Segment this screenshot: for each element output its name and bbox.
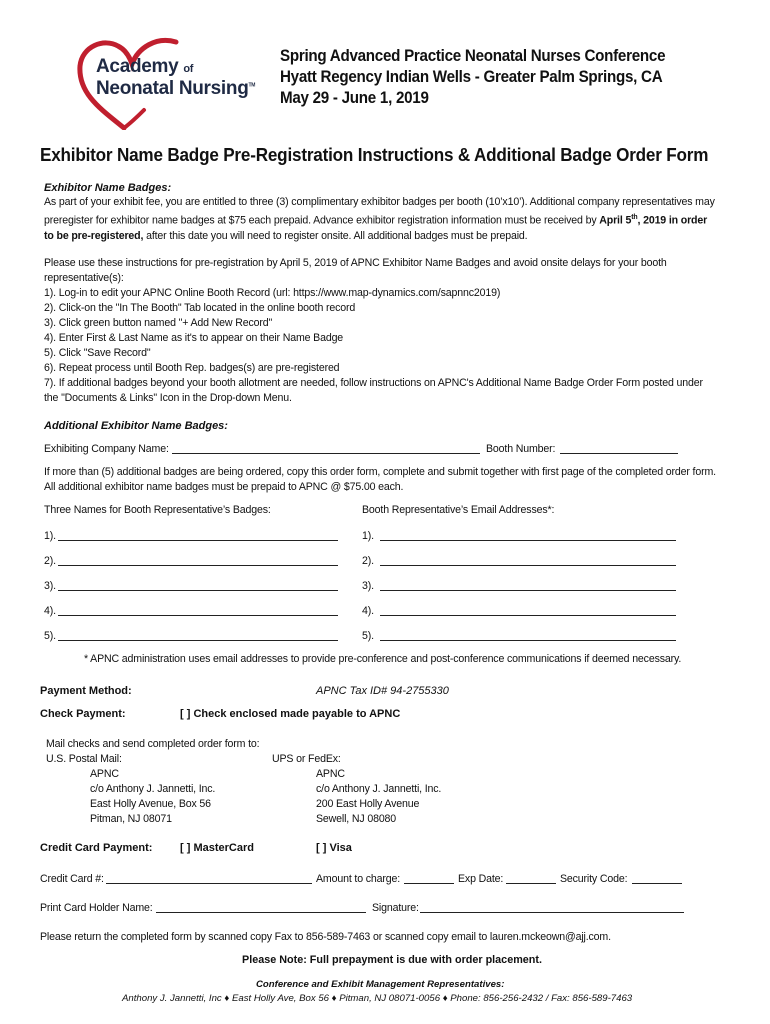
footer-contact: Anthony J. Jannetti, Inc ♦ East Holly Ave, Box 56 ♦ Pitman, NJ 08071-0056 ♦ Phone: 856-256-2432 / Fax: 856-589-7463 <box>122 993 633 1004</box>
email-field-3[interactable] <box>380 590 676 591</box>
email-field-1[interactable] <box>380 540 676 541</box>
p1-line2 <box>44 210 715 229</box>
email-field-4[interactable] <box>380 615 676 616</box>
section-heading-additional: Additional Exhibitor Name Badges: <box>44 420 228 432</box>
step-item: 7). If additional badges beyond your booth allotment are needed, follow instructions on APNC's Additional Name Badge Order Form posted under <box>44 377 703 389</box>
company-name-field[interactable] <box>172 453 480 454</box>
pre-registered-text: to be pre-registered, <box>44 229 144 242</box>
email-row-label: 1). <box>362 530 374 542</box>
card-holder-field[interactable] <box>156 912 366 913</box>
card-number-label: Credit Card #: <box>40 873 104 885</box>
usps-label: U.S. Postal Mail: <box>46 753 122 765</box>
deadline-sup: th <box>631 214 638 221</box>
signature-label: Signature: <box>372 902 419 914</box>
name-field-2[interactable] <box>58 565 338 566</box>
step-item: 5). Click "Save Record" <box>44 347 151 359</box>
name-field-5[interactable] <box>58 640 338 641</box>
ups-address <box>316 767 441 827</box>
return-instructions: Please return the completed form by scanned copy Fax to 856-589-7463 or scanned copy email to lauren.mckeown@ajj.com. <box>40 931 611 943</box>
step-item: the "Documents & Links" Icon in the Drop-down Menu. <box>44 392 292 404</box>
company-label: Exhibiting Company Name: <box>44 443 169 455</box>
payment-method-label: Payment Method: <box>40 685 132 697</box>
email-row-label: 3). <box>362 580 374 592</box>
name-row-label: 4). <box>44 605 56 617</box>
amount-field[interactable] <box>404 883 454 884</box>
email-row-label: 5). <box>362 630 374 642</box>
step-item: 1). Log-in to edit your APNC Online Booth Record (url: https://www.map-dynamics.com/sapnnc2019) <box>44 287 501 299</box>
p2-line1: Please use these instructions for pre-registration by April 5, 2019 of APNC Exhibitor Name Badges and avoid onsite delays for your booth <box>44 257 667 269</box>
badges-paragraph-2 <box>44 256 703 406</box>
logo-of: of <box>183 63 194 75</box>
deadline-year: , 2019 in order <box>637 214 708 227</box>
name-row-label: 2). <box>44 555 56 567</box>
note-line2: All additional exhibitor name badges must be prepaid to APNC @ $75.00 each. <box>44 481 404 493</box>
academy-logo <box>72 36 256 130</box>
address-line: c/o Anthony J. Jannetti, Inc. <box>90 783 216 795</box>
exp-date-field[interactable] <box>506 883 556 884</box>
address-line: APNC <box>90 768 119 780</box>
name-field-3[interactable] <box>58 590 338 591</box>
conference-header <box>280 46 665 109</box>
amount-label: Amount to charge: <box>316 873 401 885</box>
p2-line2: representative(s): <box>44 272 124 284</box>
mastercard-checkbox[interactable]: [ ] MasterCard <box>180 842 254 854</box>
section-heading-badges: Exhibitor Name Badges: <box>44 182 172 194</box>
booth-label: Booth Number: <box>486 443 556 455</box>
footer-heading: Conference and Exhibit Management Representatives: <box>256 979 505 990</box>
name-row-label: 1). <box>44 530 56 542</box>
address-line: APNC <box>316 768 345 780</box>
logo-neonatal-nursing: Neonatal Nursing <box>96 78 249 99</box>
step-item: 3). Click green button named "+ Add New Record" <box>44 317 273 329</box>
address-line: c/o Anthony J. Jannetti, Inc. <box>316 783 442 795</box>
conference-venue: Hyatt Regency Indian Wells - Greater Palm Springs, CA <box>280 68 663 86</box>
step-item: 4). Enter First & Last Name as it's to appear on their Name Badge <box>44 332 344 344</box>
prepayment-note: Please Note: Full prepayment is due with order placement. <box>242 954 542 966</box>
emails-header: Booth Representative’s Email Addresses*: <box>362 504 555 516</box>
email-row-label: 4). <box>362 605 374 617</box>
exp-date-label: Exp Date: <box>458 873 504 885</box>
deadline-date: April 5 <box>599 214 632 227</box>
names-header: Three Names for Booth Representative’s Badges: <box>44 504 271 516</box>
address-line: East Holly Avenue, Box 56 <box>90 798 211 810</box>
name-row-label: 3). <box>44 580 56 592</box>
logo-tm: TM <box>248 82 256 89</box>
tax-id: APNC Tax ID# 94-2755330 <box>316 685 449 697</box>
p1-line3-text: after this date you will need to register onsite. All additional badges must be prepaid. <box>143 229 528 242</box>
check-enclosed-checkbox[interactable]: [ ] Check enclosed made payable to APNC <box>180 708 401 720</box>
badges-paragraph-1 <box>44 195 715 244</box>
usps-address <box>90 767 215 827</box>
email-field-2[interactable] <box>380 565 676 566</box>
check-payment-label: Check Payment: <box>40 708 126 720</box>
mail-intro: Mail checks and send completed order form to: <box>46 738 260 750</box>
conference-name: Spring Advanced Practice Neonatal Nurses Conference <box>280 47 666 65</box>
ups-label: UPS or FedEx: <box>272 753 341 765</box>
email-row-label: 2). <box>362 555 374 567</box>
name-field-1[interactable] <box>58 540 338 541</box>
credit-card-payment-label: Credit Card Payment: <box>40 842 153 854</box>
address-line: Pitman, NJ 08071 <box>90 813 172 825</box>
booth-number-field[interactable] <box>560 453 678 454</box>
security-code-label: Security Code: <box>560 873 628 885</box>
signature-field[interactable] <box>420 912 684 913</box>
page-title: Exhibitor Name Badge Pre-Registration Instructions & Additional Badge Order Form <box>40 145 709 165</box>
note-line1: If more than (5) additional badges are being ordered, copy this order form, complete and submit together with first page of the completed order form. <box>44 466 716 478</box>
p1-line3 <box>44 229 715 244</box>
email-field-5[interactable] <box>380 640 676 641</box>
card-holder-label: Print Card Holder Name: <box>40 902 153 914</box>
visa-checkbox[interactable]: [ ] Visa <box>316 842 352 854</box>
additional-note <box>44 465 716 495</box>
address-line: 200 East Holly Avenue <box>316 798 420 810</box>
name-field-4[interactable] <box>58 615 338 616</box>
name-row-label: 5). <box>44 630 56 642</box>
email-footnote: * APNC administration uses email addresses to provide pre-conference and post-conference communications if deemed necessary. <box>84 653 682 665</box>
conference-dates: May 29 - June 1, 2019 <box>280 89 429 107</box>
logo-academy: Academy <box>96 56 179 77</box>
p1-line2-text: preregister for exhibitor name badges at $75 each prepaid. Advance exhibitor registration information must be received by <box>44 214 600 227</box>
p1-line1: As part of your exhibit fee, you are entitled to three (3) complimentary exhibitor badges per booth (10’x10’). Additional company representatives may <box>44 196 715 208</box>
security-code-field[interactable] <box>632 883 682 884</box>
step-item: 6). Repeat process until Booth Rep. badges(s) are pre-registered <box>44 362 340 374</box>
step-item: 2). Click-on the "In The Booth" Tab located in the online booth record <box>44 302 356 314</box>
address-line: Sewell, NJ 08080 <box>316 813 397 825</box>
card-number-field[interactable] <box>106 883 312 884</box>
